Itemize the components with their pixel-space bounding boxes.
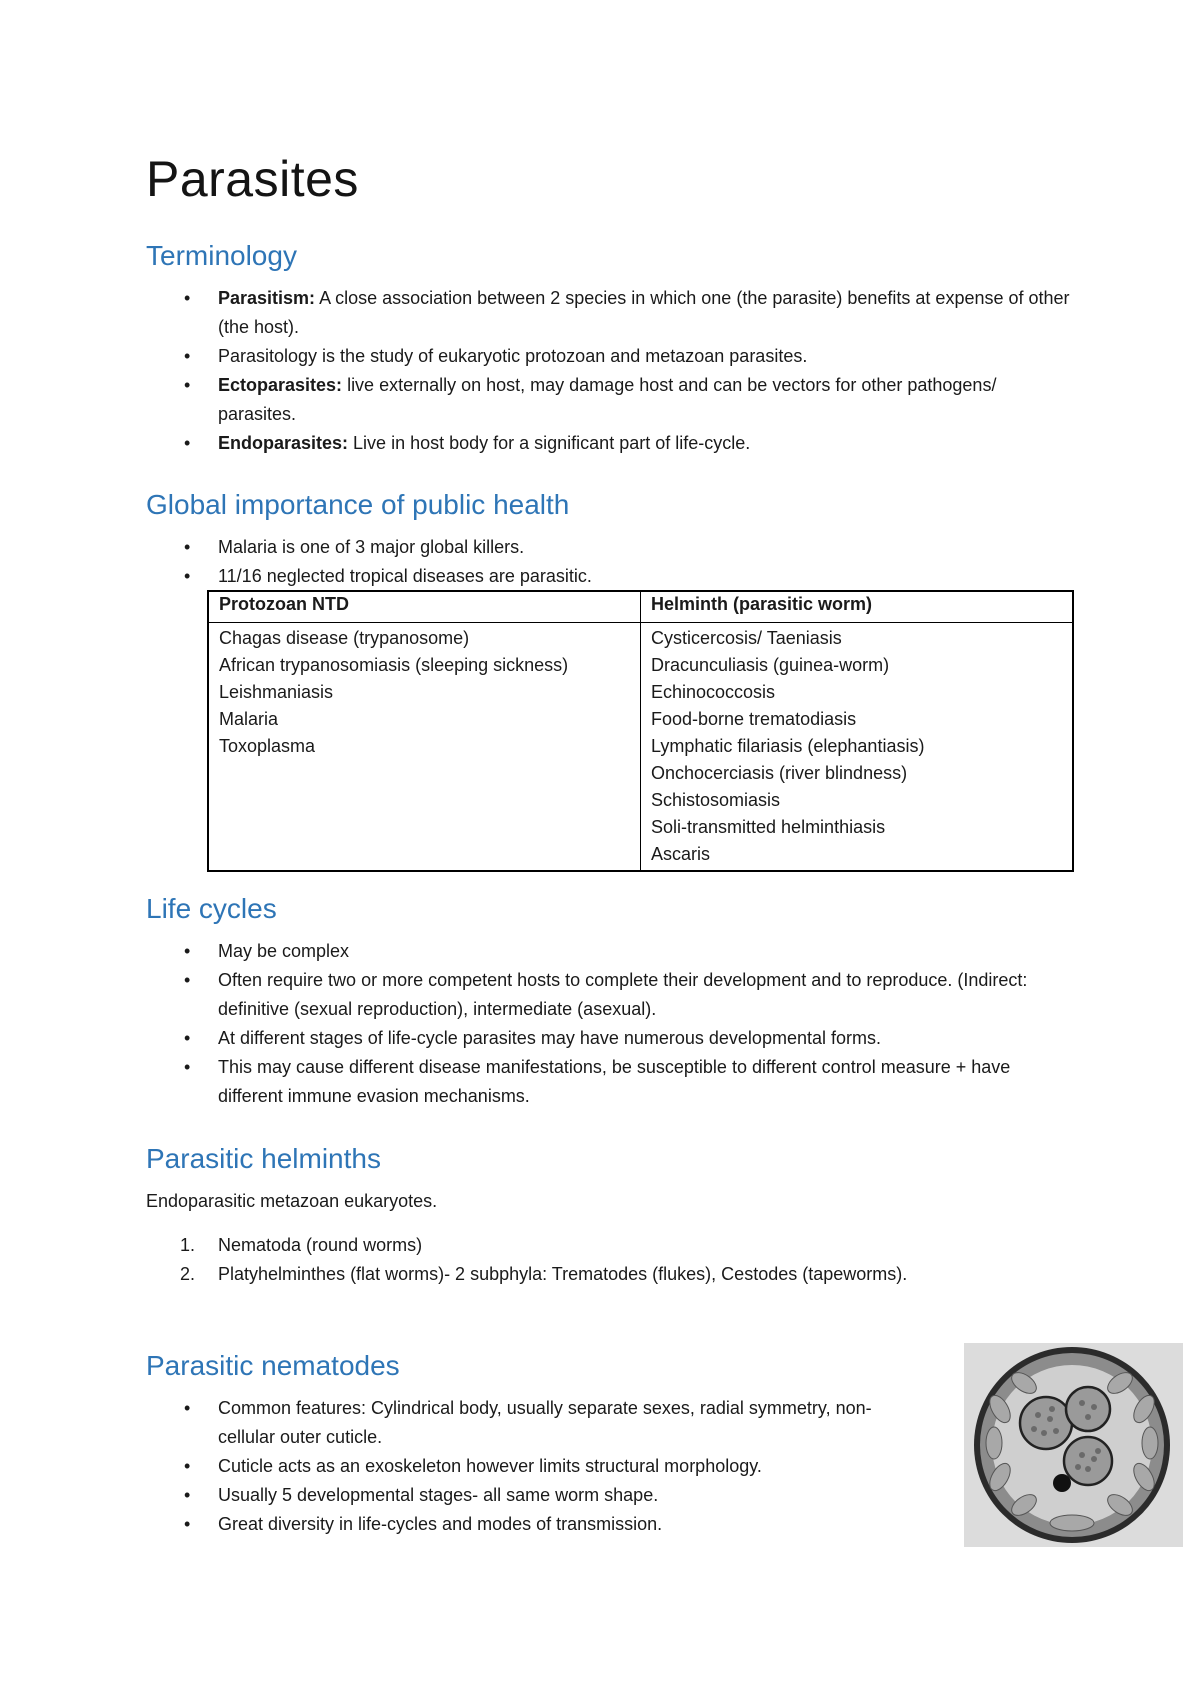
table-header-row — [208, 591, 1073, 623]
list-item — [0, 429, 1078, 458]
table-cell-line: Chagas disease (trypanosome) — [219, 628, 470, 648]
list-item: • This may cause different disease manifestations, be susceptible to different control measure + have different immune evasion mechanisms. — [0, 1053, 1078, 1111]
table-row — [208, 623, 1073, 872]
heading-terminology: Terminology — [146, 240, 297, 271]
term-text: live externally on host, may damage host and can be vectors for other pathogens/ parasites. — [218, 375, 997, 424]
table-cell-line: Echinococcosis — [651, 682, 776, 702]
list-item — [0, 1260, 1078, 1289]
heading-parasitic-nematodes: Parasitic nematodes — [146, 1350, 400, 1381]
list-item — [0, 342, 1078, 371]
nematode-micrograph-svg — [964, 1343, 1183, 1547]
list-item — [0, 1231, 1078, 1260]
list-text: Platyhelminthes (flat worms)- 2 subphyla: Trematodes (flukes), Cestodes (tapeworms). — [218, 1264, 908, 1284]
list-item: • Common features: Cylindrical body, usually separate sexes, radial symmetry, non-cellular outer cuticle. — [0, 1394, 928, 1452]
term-label: Endoparasites: — [218, 433, 349, 453]
table-cell-line: Toxoplasma — [219, 736, 316, 756]
list-item: • Great diversity in life-cycles and modes of transmission. — [0, 1510, 1078, 1539]
list-item — [0, 284, 1078, 342]
term-text: A close association between 2 species in which one (the parasite) benefits at expense of other (the host). — [218, 288, 1070, 337]
list-item: • Cuticle acts as an exoskeleton however limits structural morphology. — [0, 1452, 1078, 1481]
helminths-intro: Endoparasitic metazoan eukaryotes. — [146, 1191, 438, 1211]
nematode-cross-section-image — [964, 1343, 1183, 1547]
term-label: Ectoparasites: — [218, 375, 343, 395]
table-cell-line: Lymphatic filariasis (elephantiasis) — [651, 736, 925, 756]
table-cell-line: Dracunculiasis (guinea-worm) — [651, 655, 890, 675]
term-text: Live in host body for a significant part of life-cycle. — [348, 433, 751, 453]
column-header-protozoan: Protozoan NTD — [208, 591, 641, 623]
helminth-cell — [641, 623, 1074, 872]
term-label: Parasitism: — [218, 288, 316, 308]
table-cell-line: Leishmaniasis — [219, 682, 334, 702]
column-header-helminth: Helminth (parasitic worm) — [641, 591, 1074, 623]
table-cell-line: Schistosomiasis — [651, 790, 781, 810]
list-item — [0, 371, 1078, 429]
heading-life-cycles: Life cycles — [146, 893, 277, 924]
list-item: • May be complex — [0, 937, 1078, 966]
list-item: • 11/16 neglected tropical diseases are parasitic. — [0, 562, 1078, 591]
protozoan-cell — [208, 623, 641, 872]
lifecycles-list — [0, 937, 1200, 1111]
heading-global-importance: Global importance of public health — [146, 489, 570, 520]
table-cell-line: Soli-transmitted helminthiasis — [651, 817, 886, 837]
list-text: Nematoda (round worms) — [218, 1235, 423, 1255]
table-cell-line: African trypanosomiasis (sleeping sickness) — [219, 655, 569, 675]
list-number: 2. — [180, 1264, 196, 1284]
list-item: • Often require two or more competent hosts to complete their development and to reproduce. (Indirect: definitive (sexual reproduction), intermediate (asexual). — [0, 966, 1078, 1024]
terminology-list — [0, 284, 1200, 458]
heading-parasitic-helminths: Parasitic helminths — [146, 1143, 381, 1174]
table-cell-line: Onchocerciasis (river blindness) — [651, 763, 908, 783]
global-list — [0, 533, 1200, 591]
page-title: Parasites — [146, 151, 359, 207]
list-item: • Usually 5 developmental stages- all same worm shape. — [0, 1481, 1078, 1510]
list-number: 1. — [180, 1235, 196, 1255]
list-item: • At different stages of life-cycle parasites may have numerous developmental forms. — [0, 1024, 1078, 1053]
ntd-table — [207, 590, 1074, 872]
table-cell-line: Malaria — [219, 709, 279, 729]
list-item: • Malaria is one of 3 major global killers. — [0, 533, 1078, 562]
table-cell-line: Ascaris — [651, 844, 711, 864]
helminths-numbered-list — [0, 1231, 1200, 1289]
table-cell-line: Cysticercosis/ Taeniasis — [651, 628, 842, 648]
term-text: Parasitology is the study of eukaryotic protozoan and metazoan parasites. — [218, 346, 808, 366]
table-cell-line: Food-borne trematodiasis — [651, 709, 857, 729]
